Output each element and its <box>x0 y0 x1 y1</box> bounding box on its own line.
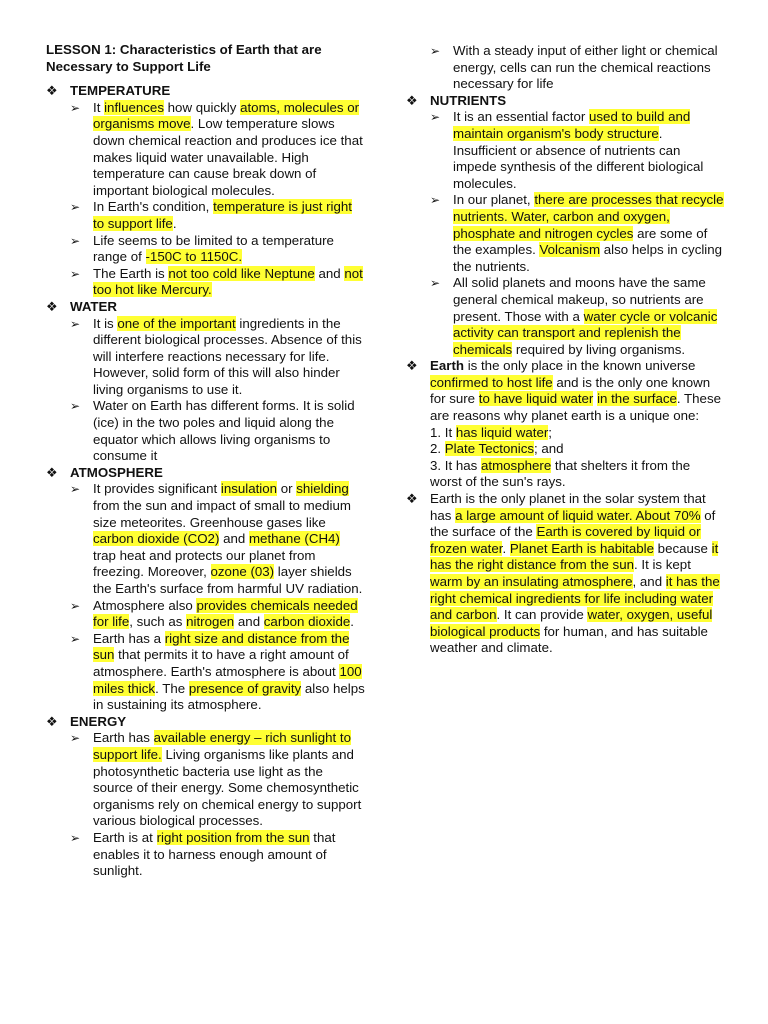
temperature-list <box>46 100 366 299</box>
diamond-bullet-icon: ❖ <box>46 464 58 480</box>
list-item <box>46 100 366 200</box>
text-span: It <box>93 99 105 115</box>
text-span: ATMOSPHERE <box>70 464 163 480</box>
text-span: , such as <box>129 614 187 630</box>
highlighted-text: presence of gravity <box>188 680 302 696</box>
text-span: for human, and has suitable weather and climate. <box>430 623 708 656</box>
text-span: . <box>172 215 177 231</box>
list-item <box>46 598 366 631</box>
numbered-item-1 <box>430 425 724 442</box>
text-span: WATER <box>70 298 118 314</box>
section-heading-temperature <box>46 83 366 100</box>
text-span: It is an essential factor <box>453 109 589 125</box>
text-span: Earth has a <box>93 630 165 646</box>
text-span: and <box>234 614 264 630</box>
diamond-bullet-icon: ❖ <box>46 298 58 314</box>
text-span: ENERGY <box>70 713 127 729</box>
highlighted-text: methane (CH4) <box>248 531 340 547</box>
text-span: or <box>277 481 297 497</box>
text-span: that permits it to have a right amount of atmosphere. Earth's atmosphere is about <box>93 647 349 679</box>
text-span: because <box>653 540 712 556</box>
text-span: also helps in cycling the nutrients. <box>453 242 723 274</box>
arrow-bullet-icon: ➢ <box>70 266 81 281</box>
arrow-bullet-icon: ➢ <box>70 100 81 115</box>
text-span: All solid planets and moons have the same general chemical makeup, so nutrients are present. Those with a <box>453 275 706 324</box>
diamond-bullet-icon: ❖ <box>406 491 418 507</box>
text-span: and is the only one known for sure <box>430 374 711 407</box>
text-span: LESSON 1: Characteristics of Earth that are <box>46 42 322 57</box>
highlighted-text: right position from the sun <box>156 829 310 845</box>
arrow-bullet-icon: ➢ <box>430 44 441 58</box>
section-heading-atmosphere <box>46 465 366 482</box>
highlighted-text: to have liquid water <box>478 391 594 407</box>
text-span: required by living organisms. <box>512 341 686 357</box>
section-heading-water <box>46 299 366 316</box>
highlighted-text: shielding <box>296 481 349 497</box>
highlighted-text: -150C to 1150C. <box>145 249 243 265</box>
text-span: TEMPERATURE <box>70 83 171 99</box>
arrow-bullet-icon: ➢ <box>70 399 81 414</box>
text-span: ; and <box>534 441 564 457</box>
diamond-bullet-icon: ❖ <box>46 83 58 99</box>
text-span: Living organisms like plants and photosynthetic bacteria use light as the source of their energy. Some chemosynthetic organisms rely on chemical energy to support various biological processes. <box>93 746 362 829</box>
text-span: Atmosphere also <box>93 597 197 613</box>
diamond-bullet-icon: ❖ <box>406 358 418 374</box>
text-span: of the surface of the <box>430 507 716 540</box>
text-span: are some of the examples. <box>453 225 708 258</box>
earth-only-paragraph <box>406 491 724 657</box>
highlighted-text: Volcanism <box>539 242 601 258</box>
highlighted-text: Earth is covered by liquid or frozen water <box>430 524 701 556</box>
highlighted-text: provides chemicals needed for life <box>93 597 358 630</box>
list-item <box>46 316 366 399</box>
text-span: With a steady input of either light or chemical energy, cells can run the chemical reactions necessary for life <box>453 43 718 92</box>
text-span: from the sun and impact of small to medium size meteorites. Greenhouse gases like <box>93 498 351 530</box>
highlighted-text: ozone (03) <box>210 564 275 580</box>
section-heading-nutrients <box>406 93 724 110</box>
list-item <box>46 481 366 597</box>
text-span: 2. <box>430 441 445 457</box>
arrow-bullet-icon: ➢ <box>70 631 81 646</box>
text-span: Earth has <box>93 730 154 746</box>
text-span: . It can provide <box>496 607 588 623</box>
highlighted-text: one of the important <box>117 315 236 331</box>
text-span: . <box>350 614 354 630</box>
water-list <box>46 316 366 465</box>
numbered-item-3 <box>430 458 724 491</box>
lesson-title <box>46 42 366 75</box>
list-item <box>406 192 724 275</box>
highlighted-text: there are processes that recycle nutrients. Water, carbon and oxygen, phosphate and nitrogen cycles <box>453 192 724 241</box>
arrow-bullet-icon: ➢ <box>70 316 81 331</box>
text-span: trap heat and protects our planet from freezing. Moreover, <box>93 547 316 580</box>
nutrients-list <box>406 109 724 358</box>
text-span: and <box>219 531 249 547</box>
text-span: . Insufficient or absence of nutrients can impede synthesis of the different biological molecules. <box>453 125 704 191</box>
list-item <box>406 275 724 358</box>
list-item <box>46 631 366 714</box>
highlighted-text: not too cold like Neptune <box>168 265 315 281</box>
list-item <box>406 109 724 192</box>
text-span: . The <box>155 680 189 696</box>
text-span: ; <box>548 424 552 440</box>
energy-list <box>46 730 366 879</box>
right-column <box>406 43 724 657</box>
arrow-bullet-icon: ➢ <box>70 830 81 845</box>
highlighted-text: not too hot like Mercury. <box>93 265 363 298</box>
list-item <box>46 398 366 464</box>
highlighted-text: water cycle or volcanic activity can transport and replenish the chemicals <box>453 308 718 357</box>
left-column <box>46 42 366 880</box>
list-item <box>46 730 366 830</box>
arrow-bullet-icon: ➢ <box>70 233 81 248</box>
arrow-bullet-icon: ➢ <box>70 200 81 215</box>
diamond-bullet-icon: ❖ <box>46 713 58 729</box>
section-heading-energy <box>46 714 366 731</box>
highlighted-text: temperature is just right to support life <box>93 199 352 231</box>
highlighted-text: it has the right chemical ingredients for life including water and carbon <box>430 574 720 623</box>
text-span: how quickly <box>163 99 241 115</box>
text-span: also helps in sustaining its atmosphere. <box>93 680 365 713</box>
highlighted-text: water, oxygen, useful biological products <box>430 607 713 639</box>
text-span: . These are reasons why planet earth is a unique one: <box>430 391 721 424</box>
highlighted-text: available energy – rich sunlight to support life. <box>93 730 351 762</box>
arrow-bullet-icon: ➢ <box>70 731 81 746</box>
list-item <box>46 199 366 232</box>
energy-list-continued <box>406 43 724 93</box>
arrow-bullet-icon: ➢ <box>430 193 441 208</box>
text-span: and <box>314 265 345 281</box>
highlighted-text: 100 miles thick <box>93 663 362 696</box>
highlighted-text: carbon dioxide <box>263 614 351 630</box>
text-span: . Low temperature slows down chemical reaction and produces ice that makes liquid water unavailable. High temperature can cause break down of important biological molecules. <box>93 116 363 198</box>
highlighted-text: Plate Tectonics <box>444 441 534 457</box>
highlighted-text: influences <box>104 99 164 115</box>
list-item <box>46 830 366 880</box>
diamond-bullet-icon: ❖ <box>406 92 418 108</box>
list-item <box>406 43 724 93</box>
text-span: Earth is at <box>93 829 157 845</box>
text-span: In our planet, <box>453 192 535 208</box>
text-span: Earth <box>430 358 464 374</box>
arrow-bullet-icon: ➢ <box>70 598 81 613</box>
text-span: NUTRIENTS <box>430 92 507 108</box>
highlighted-text: right size and distance from the sun <box>93 630 350 663</box>
text-span: . <box>502 540 510 556</box>
text-span: layer shields the Earth's surface from harmful UV radiation. <box>93 564 363 596</box>
text-span: Earth is the only planet in the solar system that has <box>430 491 706 523</box>
numbered-item-2 <box>430 441 724 458</box>
highlighted-text: has liquid water <box>455 424 549 440</box>
list-item <box>46 233 366 266</box>
text-span: that shelters it from the worst of the sun's rays. <box>430 457 691 490</box>
highlighted-text: carbon dioxide (CO2) <box>93 531 220 547</box>
highlighted-text: warm by an insulating atmosphere <box>430 574 633 589</box>
highlighted-text: it has the right distance from the sun <box>430 540 719 573</box>
atmosphere-list <box>46 481 366 713</box>
highlighted-text: used to build and maintain organism's body structure <box>453 109 691 141</box>
highlighted-text: insulation <box>220 481 278 497</box>
text-span: Water on Earth has different forms. It is solid (ice) in the two poles and liquid along the equator which allows living organisms to consume it <box>93 398 355 464</box>
text-span: that enables it to harness enough amount of sunlight. <box>93 829 336 879</box>
arrow-bullet-icon: ➢ <box>430 276 441 291</box>
arrow-bullet-icon: ➢ <box>70 482 81 497</box>
arrow-bullet-icon: ➢ <box>430 110 441 125</box>
text-span: Necessary to Support Life <box>46 58 211 74</box>
text-span: In Earth's condition, <box>93 199 214 215</box>
highlighted-text: atmosphere <box>481 457 552 473</box>
text-span: . It is kept <box>634 557 691 573</box>
text-span: , and <box>632 574 666 589</box>
text-span: ingredients in the different biological processes. Absence of this will interfere reactions necessary for life. However, solid form of this will also hinder living organisms to use it. <box>93 315 362 397</box>
text-span: Life seems to be limited to a temperature range of <box>93 232 334 265</box>
text-span: 3. It has <box>430 457 481 473</box>
highlighted-text: a large amount of liquid water. About 70% <box>455 507 701 523</box>
text-span: It provides significant <box>93 481 221 497</box>
list-item <box>46 266 366 299</box>
highlighted-text: confirmed to host life <box>430 374 553 390</box>
highlighted-text: Planet Earth is habitable <box>509 540 654 556</box>
text-span: It is <box>93 315 118 331</box>
text-span: The Earth is <box>93 265 169 281</box>
highlighted-text: in the surface <box>597 391 677 407</box>
highlighted-text: atoms, molecules or organisms move <box>93 99 360 132</box>
text-span: 1. It <box>430 424 456 440</box>
earth-unique-paragraph <box>406 358 724 491</box>
highlighted-text: nitrogen <box>186 614 235 630</box>
text-span: is the only place in the known universe <box>464 358 696 374</box>
